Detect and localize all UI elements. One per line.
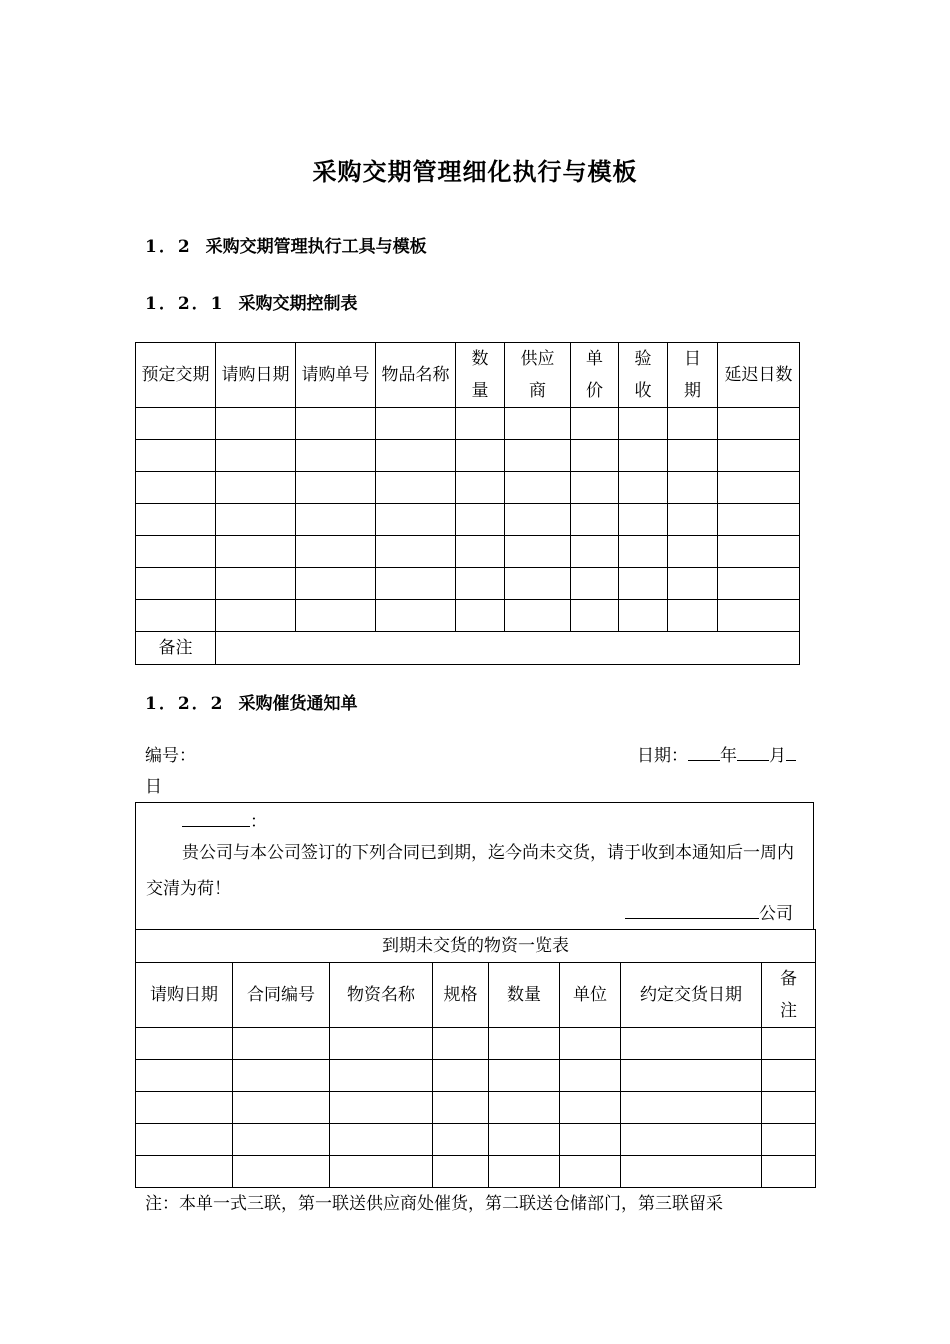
year-blank[interactable]	[688, 742, 720, 761]
section-title: 采购催货通知单	[238, 694, 358, 714]
table-row	[136, 504, 800, 536]
table-cell[interactable]	[433, 1124, 489, 1156]
table-cell[interactable]	[619, 536, 668, 568]
column-header: 合同编号	[233, 963, 330, 1028]
section-number: 1．2．2	[145, 694, 225, 714]
table-cell[interactable]	[489, 1124, 560, 1156]
table-cell[interactable]	[330, 1092, 433, 1124]
table-cell[interactable]	[296, 472, 376, 504]
table-cell[interactable]	[216, 408, 296, 440]
table-row	[136, 1156, 816, 1188]
delivery-control-table	[135, 342, 800, 665]
table-cell[interactable]	[560, 1156, 621, 1188]
table-cell[interactable]	[505, 568, 571, 600]
table-cell[interactable]	[571, 504, 619, 536]
serial-number-label: 编号：	[145, 746, 196, 766]
addressee-line	[182, 807, 267, 832]
company-blank[interactable]	[625, 900, 759, 919]
footnote: 注：本单一式三联，第一联送供应商处催货，第二联送仓储部门，第三联留采	[145, 1194, 723, 1214]
table-cell[interactable]	[668, 568, 718, 600]
table-row	[136, 1124, 816, 1156]
table-cell[interactable]	[619, 408, 668, 440]
table-cell[interactable]	[718, 600, 800, 632]
notice-body: 贵公司与本公司签订的下列合同已到期，迄今尚未交货，请于收到本通知后一周内交清为荷！	[146, 843, 794, 899]
table-cell[interactable]	[456, 472, 505, 504]
table-cell[interactable]	[330, 1060, 433, 1092]
table-cell[interactable]	[668, 408, 718, 440]
table-cell[interactable]	[718, 536, 800, 568]
table-cell[interactable]	[456, 536, 505, 568]
table-cell[interactable]	[376, 408, 456, 440]
table-cell[interactable]	[433, 1028, 489, 1060]
table-cell[interactable]	[718, 568, 800, 600]
table-row	[136, 568, 800, 600]
column-header: 请购日期	[216, 343, 296, 408]
table-row	[136, 536, 800, 568]
table-cell[interactable]	[136, 536, 216, 568]
table-cell[interactable]	[296, 440, 376, 472]
page-title: 采购交期管理细化执行与模板	[312, 157, 638, 186]
table-cell[interactable]	[489, 1060, 560, 1092]
table-cell[interactable]	[433, 1060, 489, 1092]
table-cell[interactable]	[376, 504, 456, 536]
table-cell[interactable]	[762, 1124, 816, 1156]
table-cell[interactable]	[718, 504, 800, 536]
table-cell[interactable]	[505, 472, 571, 504]
table-cell[interactable]	[762, 1028, 816, 1060]
month-label: 月	[769, 746, 786, 766]
table-cell[interactable]	[433, 1156, 489, 1188]
table-cell[interactable]	[216, 504, 296, 536]
table-cell[interactable]	[571, 536, 619, 568]
table-cell[interactable]	[668, 504, 718, 536]
table-caption-row	[136, 930, 816, 963]
table-cell[interactable]	[505, 408, 571, 440]
table-cell[interactable]	[505, 504, 571, 536]
table-cell[interactable]	[718, 408, 800, 440]
table-cell[interactable]	[296, 600, 376, 632]
remark-cell[interactable]	[216, 632, 800, 665]
addressee-colon: ：	[250, 812, 267, 832]
table-cell[interactable]	[456, 600, 505, 632]
addressee-blank[interactable]	[182, 808, 250, 827]
table-row	[136, 1060, 816, 1092]
year-label: 年	[720, 746, 737, 766]
table-cell[interactable]	[619, 504, 668, 536]
table-cell[interactable]	[216, 536, 296, 568]
column-header: 请购日期	[136, 963, 233, 1028]
table-cell[interactable]	[571, 408, 619, 440]
table-cell[interactable]	[571, 472, 619, 504]
remark-label: 备注	[136, 632, 216, 665]
table-cell[interactable]	[136, 1028, 233, 1060]
table-cell[interactable]	[376, 472, 456, 504]
table-cell[interactable]	[718, 440, 800, 472]
section-heading-1-2-2	[145, 689, 358, 714]
undelivered-goods-table	[135, 929, 816, 1188]
table-cell[interactable]	[233, 1060, 330, 1092]
table-cell[interactable]	[621, 1028, 762, 1060]
table-cell[interactable]	[330, 1124, 433, 1156]
table-row	[136, 600, 800, 632]
table-cell[interactable]	[621, 1156, 762, 1188]
table-row	[136, 1028, 816, 1060]
table-cell[interactable]	[233, 1156, 330, 1188]
section-heading-1-2-1	[145, 289, 358, 314]
section-heading-1-2	[145, 232, 427, 257]
table-cell[interactable]	[433, 1092, 489, 1124]
table-cell[interactable]	[571, 568, 619, 600]
table-cell[interactable]	[762, 1156, 816, 1188]
table-cell[interactable]	[571, 600, 619, 632]
table-cell[interactable]	[233, 1028, 330, 1060]
table-cell[interactable]	[505, 440, 571, 472]
table-cell[interactable]	[233, 1124, 330, 1156]
table-cell[interactable]	[621, 1124, 762, 1156]
table-cell[interactable]	[621, 1092, 762, 1124]
table-cell[interactable]	[136, 472, 216, 504]
table-cell[interactable]	[136, 440, 216, 472]
table-cell[interactable]	[456, 440, 505, 472]
notice-box	[135, 802, 814, 930]
table-cell[interactable]	[762, 1060, 816, 1092]
date-prefix: 日期：	[637, 746, 688, 766]
table-cell[interactable]	[136, 504, 216, 536]
column-header: 请购单号	[296, 343, 376, 408]
table-row	[136, 440, 800, 472]
table-cell[interactable]	[505, 536, 571, 568]
table-cell[interactable]	[668, 472, 718, 504]
table-cell[interactable]	[296, 568, 376, 600]
table-cell[interactable]	[456, 504, 505, 536]
column-header: 验收	[619, 343, 668, 408]
column-header: 物品名称	[376, 343, 456, 408]
table-cell[interactable]	[505, 600, 571, 632]
table-cell[interactable]	[718, 472, 800, 504]
section-number: 1．2	[145, 237, 192, 257]
column-header: 物资名称	[330, 963, 433, 1028]
column-header: 备注	[762, 963, 816, 1028]
table-cell[interactable]	[296, 408, 376, 440]
table-cell[interactable]	[216, 568, 296, 600]
table-cell[interactable]	[560, 1092, 621, 1124]
table-cell[interactable]	[489, 1028, 560, 1060]
table-cell[interactable]	[296, 536, 376, 568]
section-title: 采购交期管理执行工具与模板	[205, 237, 427, 257]
table-cell[interactable]	[136, 1092, 233, 1124]
company-signature	[625, 899, 793, 924]
table-cell[interactable]	[296, 504, 376, 536]
section-title: 采购交期控制表	[238, 294, 358, 314]
table-cell[interactable]	[216, 472, 296, 504]
table-cell[interactable]	[330, 1156, 433, 1188]
table-cell[interactable]	[619, 472, 668, 504]
table-cell[interactable]	[621, 1060, 762, 1092]
column-header: 预定交期	[136, 343, 216, 408]
table-cell[interactable]	[668, 536, 718, 568]
table-cell[interactable]	[619, 600, 668, 632]
column-header: 单价	[571, 343, 619, 408]
section-number: 1．2．1	[145, 294, 225, 314]
table-cell[interactable]	[668, 440, 718, 472]
table-cell[interactable]	[330, 1028, 433, 1060]
table-cell[interactable]	[376, 440, 456, 472]
remark-row	[136, 632, 800, 665]
table-cell[interactable]	[489, 1092, 560, 1124]
table-cell[interactable]	[456, 408, 505, 440]
table-header-row	[136, 963, 816, 1028]
table-cell[interactable]	[668, 600, 718, 632]
column-header: 供应商	[505, 343, 571, 408]
table-cell[interactable]	[376, 536, 456, 568]
table-cell[interactable]	[376, 600, 456, 632]
table-cell[interactable]	[619, 568, 668, 600]
table-row	[136, 408, 800, 440]
company-label: 公司	[759, 904, 793, 924]
table-row	[136, 1092, 816, 1124]
column-header: 单位	[560, 963, 621, 1028]
table-caption: 到期未交货的物资一览表	[136, 930, 816, 963]
table-cell[interactable]	[456, 568, 505, 600]
table-row	[136, 472, 800, 504]
table-cell[interactable]	[560, 1124, 621, 1156]
month-blank[interactable]	[737, 742, 769, 761]
table-cell[interactable]	[619, 440, 668, 472]
table-cell[interactable]	[136, 600, 216, 632]
table-cell[interactable]	[136, 568, 216, 600]
table-cell[interactable]	[216, 600, 296, 632]
table-cell[interactable]	[136, 1060, 233, 1092]
column-header: 约定交货日期	[621, 963, 762, 1028]
table-cell[interactable]	[571, 440, 619, 472]
day-label: 日	[145, 777, 162, 797]
table-cell[interactable]	[762, 1092, 816, 1124]
table-cell[interactable]	[560, 1060, 621, 1092]
column-header: 规格	[433, 963, 489, 1028]
table-cell[interactable]	[136, 1124, 233, 1156]
column-header: 数量	[456, 343, 505, 408]
table-cell[interactable]	[376, 568, 456, 600]
day-blank[interactable]	[786, 742, 796, 761]
column-header: 延迟日数	[718, 343, 800, 408]
table-cell[interactable]	[216, 440, 296, 472]
date-line	[637, 741, 796, 766]
table-cell[interactable]	[233, 1092, 330, 1124]
table-cell[interactable]	[489, 1156, 560, 1188]
table-cell[interactable]	[136, 1156, 233, 1188]
table-cell[interactable]	[560, 1028, 621, 1060]
table-cell[interactable]	[136, 408, 216, 440]
column-header: 数量	[489, 963, 560, 1028]
column-header: 日期	[668, 343, 718, 408]
table-header-row	[136, 343, 800, 408]
